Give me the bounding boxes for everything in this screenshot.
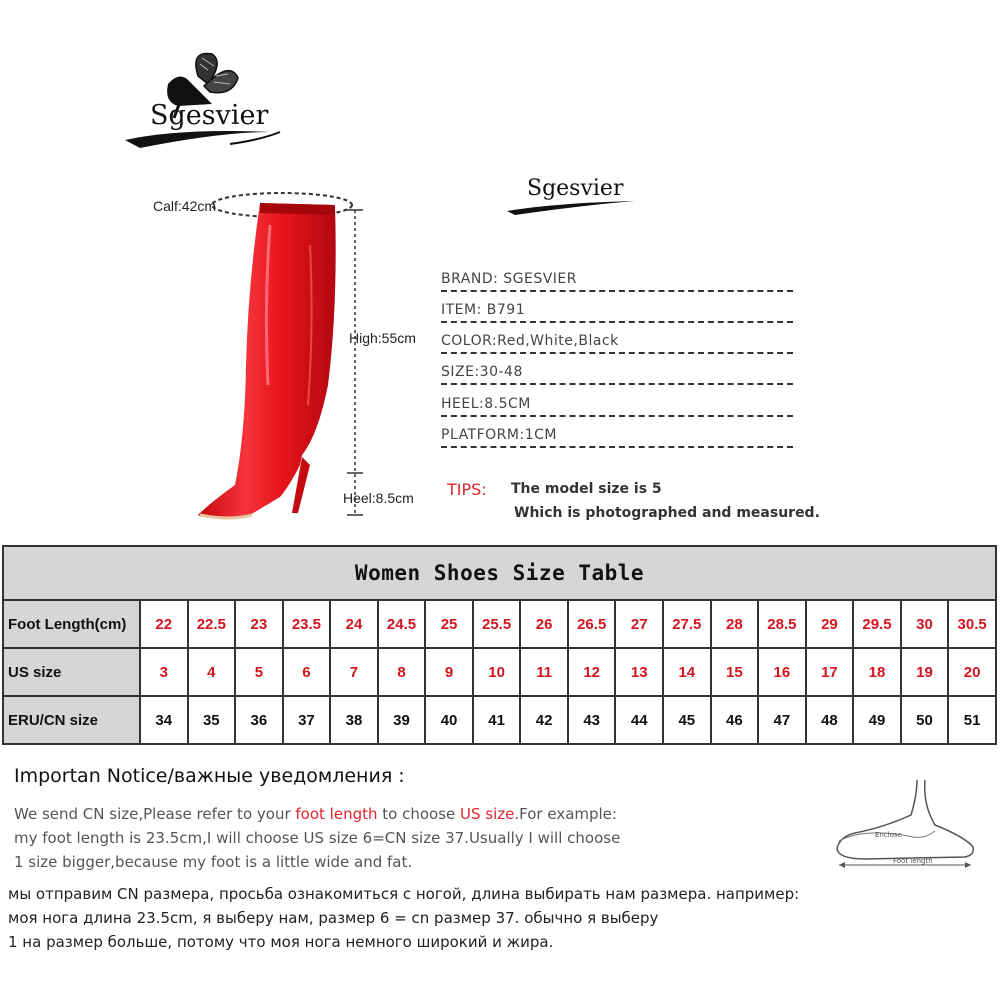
thigh-high-boot-icon (190, 185, 370, 525)
tips-line-2: Which is photographed and measured. (514, 505, 820, 521)
notice-en-line-2: my foot length is 23.5cm,I will choose US size 6=CN size 37.Usually I will choose (14, 829, 621, 847)
table-cell: 25 (425, 600, 473, 648)
table-cell: 11 (520, 648, 568, 696)
table-cell: 12 (568, 648, 616, 696)
table-cell: 28.5 (758, 600, 806, 648)
row-header: Foot Length(cm) (3, 600, 140, 648)
table-row-eu-cn-size (3, 696, 996, 744)
tips-label: TIPS: (447, 480, 487, 499)
table-cell: 23.5 (283, 600, 331, 648)
notice-ru-line-2: моя нога длина 23.5cm, я выберу нам, размер 6 = cn размер 37. обычно я выберу (8, 909, 659, 927)
foot-outline-icon (825, 775, 985, 870)
table-cell: 27.5 (663, 600, 711, 648)
table-cell: 9 (425, 648, 473, 696)
table-cell: 19 (901, 648, 949, 696)
foot-length-label: Foot length (893, 857, 933, 865)
spec-size: SIZE:30-48 (441, 364, 793, 385)
calf-measurement-label: Calf:42cm (153, 198, 217, 214)
brand-logo-small-text: Sgesvier (527, 176, 624, 201)
spec-platform: PLATFORM:1CM (441, 427, 793, 448)
table-cell: 25.5 (473, 600, 521, 648)
table-cell: 24.5 (378, 600, 426, 648)
table-cell: 48 (806, 696, 854, 744)
table-cell: 13 (615, 648, 663, 696)
table-cell: 15 (711, 648, 759, 696)
table-cell: 37 (283, 696, 331, 744)
table-cell: 26 (520, 600, 568, 648)
table-cell: 38 (330, 696, 378, 744)
table-cell: 7 (330, 648, 378, 696)
table-cell: 47 (758, 696, 806, 744)
table-cell: 29.5 (853, 600, 901, 648)
foot-diagram (825, 775, 985, 870)
table-cell: 43 (568, 696, 616, 744)
table-row-us-size (3, 648, 996, 696)
table-cell: 41 (473, 696, 521, 744)
table-cell: 20 (948, 648, 996, 696)
table-row-foot-length (3, 600, 996, 648)
table-cell: 8 (378, 648, 426, 696)
table-cell: 10 (473, 648, 521, 696)
table-cell: 51 (948, 696, 996, 744)
table-cell: 30 (901, 600, 949, 648)
table-cell: 29 (806, 600, 854, 648)
table-cell: 22 (140, 600, 188, 648)
notice-en-line-1: We send CN size,Please refer to your foot length to choose US size.For example: (14, 805, 617, 823)
table-cell: 24 (330, 600, 378, 648)
table-cell: 45 (663, 696, 711, 744)
table-cell: 18 (853, 648, 901, 696)
table-cell: 50 (901, 696, 949, 744)
spec-item: ITEM: B791 (441, 302, 793, 323)
table-cell: 16 (758, 648, 806, 696)
notice-title: Importan Notice/важные уведомления : (14, 765, 405, 787)
table-cell: 23 (235, 600, 283, 648)
table-cell: 28 (711, 600, 759, 648)
table-cell: 17 (806, 648, 854, 696)
table-cell: 35 (188, 696, 236, 744)
table-cell: 34 (140, 696, 188, 744)
table-cell: 36 (235, 696, 283, 744)
table-cell: 26.5 (568, 600, 616, 648)
size-table (2, 545, 997, 745)
table-cell: 5 (235, 648, 283, 696)
height-measurement-label: High:55cm (349, 330, 416, 346)
table-cell: 30.5 (948, 600, 996, 648)
row-header: ERU/CN size (3, 696, 140, 744)
size-table-title: Women Shoes Size Table (3, 546, 996, 600)
table-cell: 42 (520, 696, 568, 744)
table-cell: 39 (378, 696, 426, 744)
spec-brand: BRAND: SGESVIER (441, 271, 793, 292)
brand-logo-text: Sgesvier (150, 100, 269, 131)
foot-length-highlight: foot length (295, 805, 378, 823)
notice-en-line-3: 1 size bigger,because my foot is a little wide and fat. (14, 853, 413, 871)
notice-ru-line-3: 1 на размер больше, потому что моя нога немного широкий и жира. (8, 933, 554, 951)
table-cell: 44 (615, 696, 663, 744)
spec-heel: HEEL:8.5CM (441, 396, 793, 417)
table-cell: 4 (188, 648, 236, 696)
tips-line-1: The model size is 5 (511, 481, 662, 497)
boot-image (190, 185, 370, 525)
table-cell: 49 (853, 696, 901, 744)
spec-color: COLOR:Red,White,Black (441, 333, 793, 354)
notice-ru-line-1: мы отправим CN размера, просьба ознакомиться с ногой, длина выбирать нам размера. например: (8, 885, 800, 903)
heel-measurement-label: Heel:8.5cm (343, 490, 414, 506)
us-size-highlight: US size (460, 805, 515, 823)
table-cell: 46 (711, 696, 759, 744)
enclose-label: Enclose (875, 831, 902, 839)
table-cell: 3 (140, 648, 188, 696)
height-measure-line (345, 205, 365, 520)
table-cell: 6 (283, 648, 331, 696)
table-cell: 27 (615, 600, 663, 648)
table-cell: 40 (425, 696, 473, 744)
row-header: US size (3, 648, 140, 696)
table-cell: 22.5 (188, 600, 236, 648)
table-cell: 14 (663, 648, 711, 696)
